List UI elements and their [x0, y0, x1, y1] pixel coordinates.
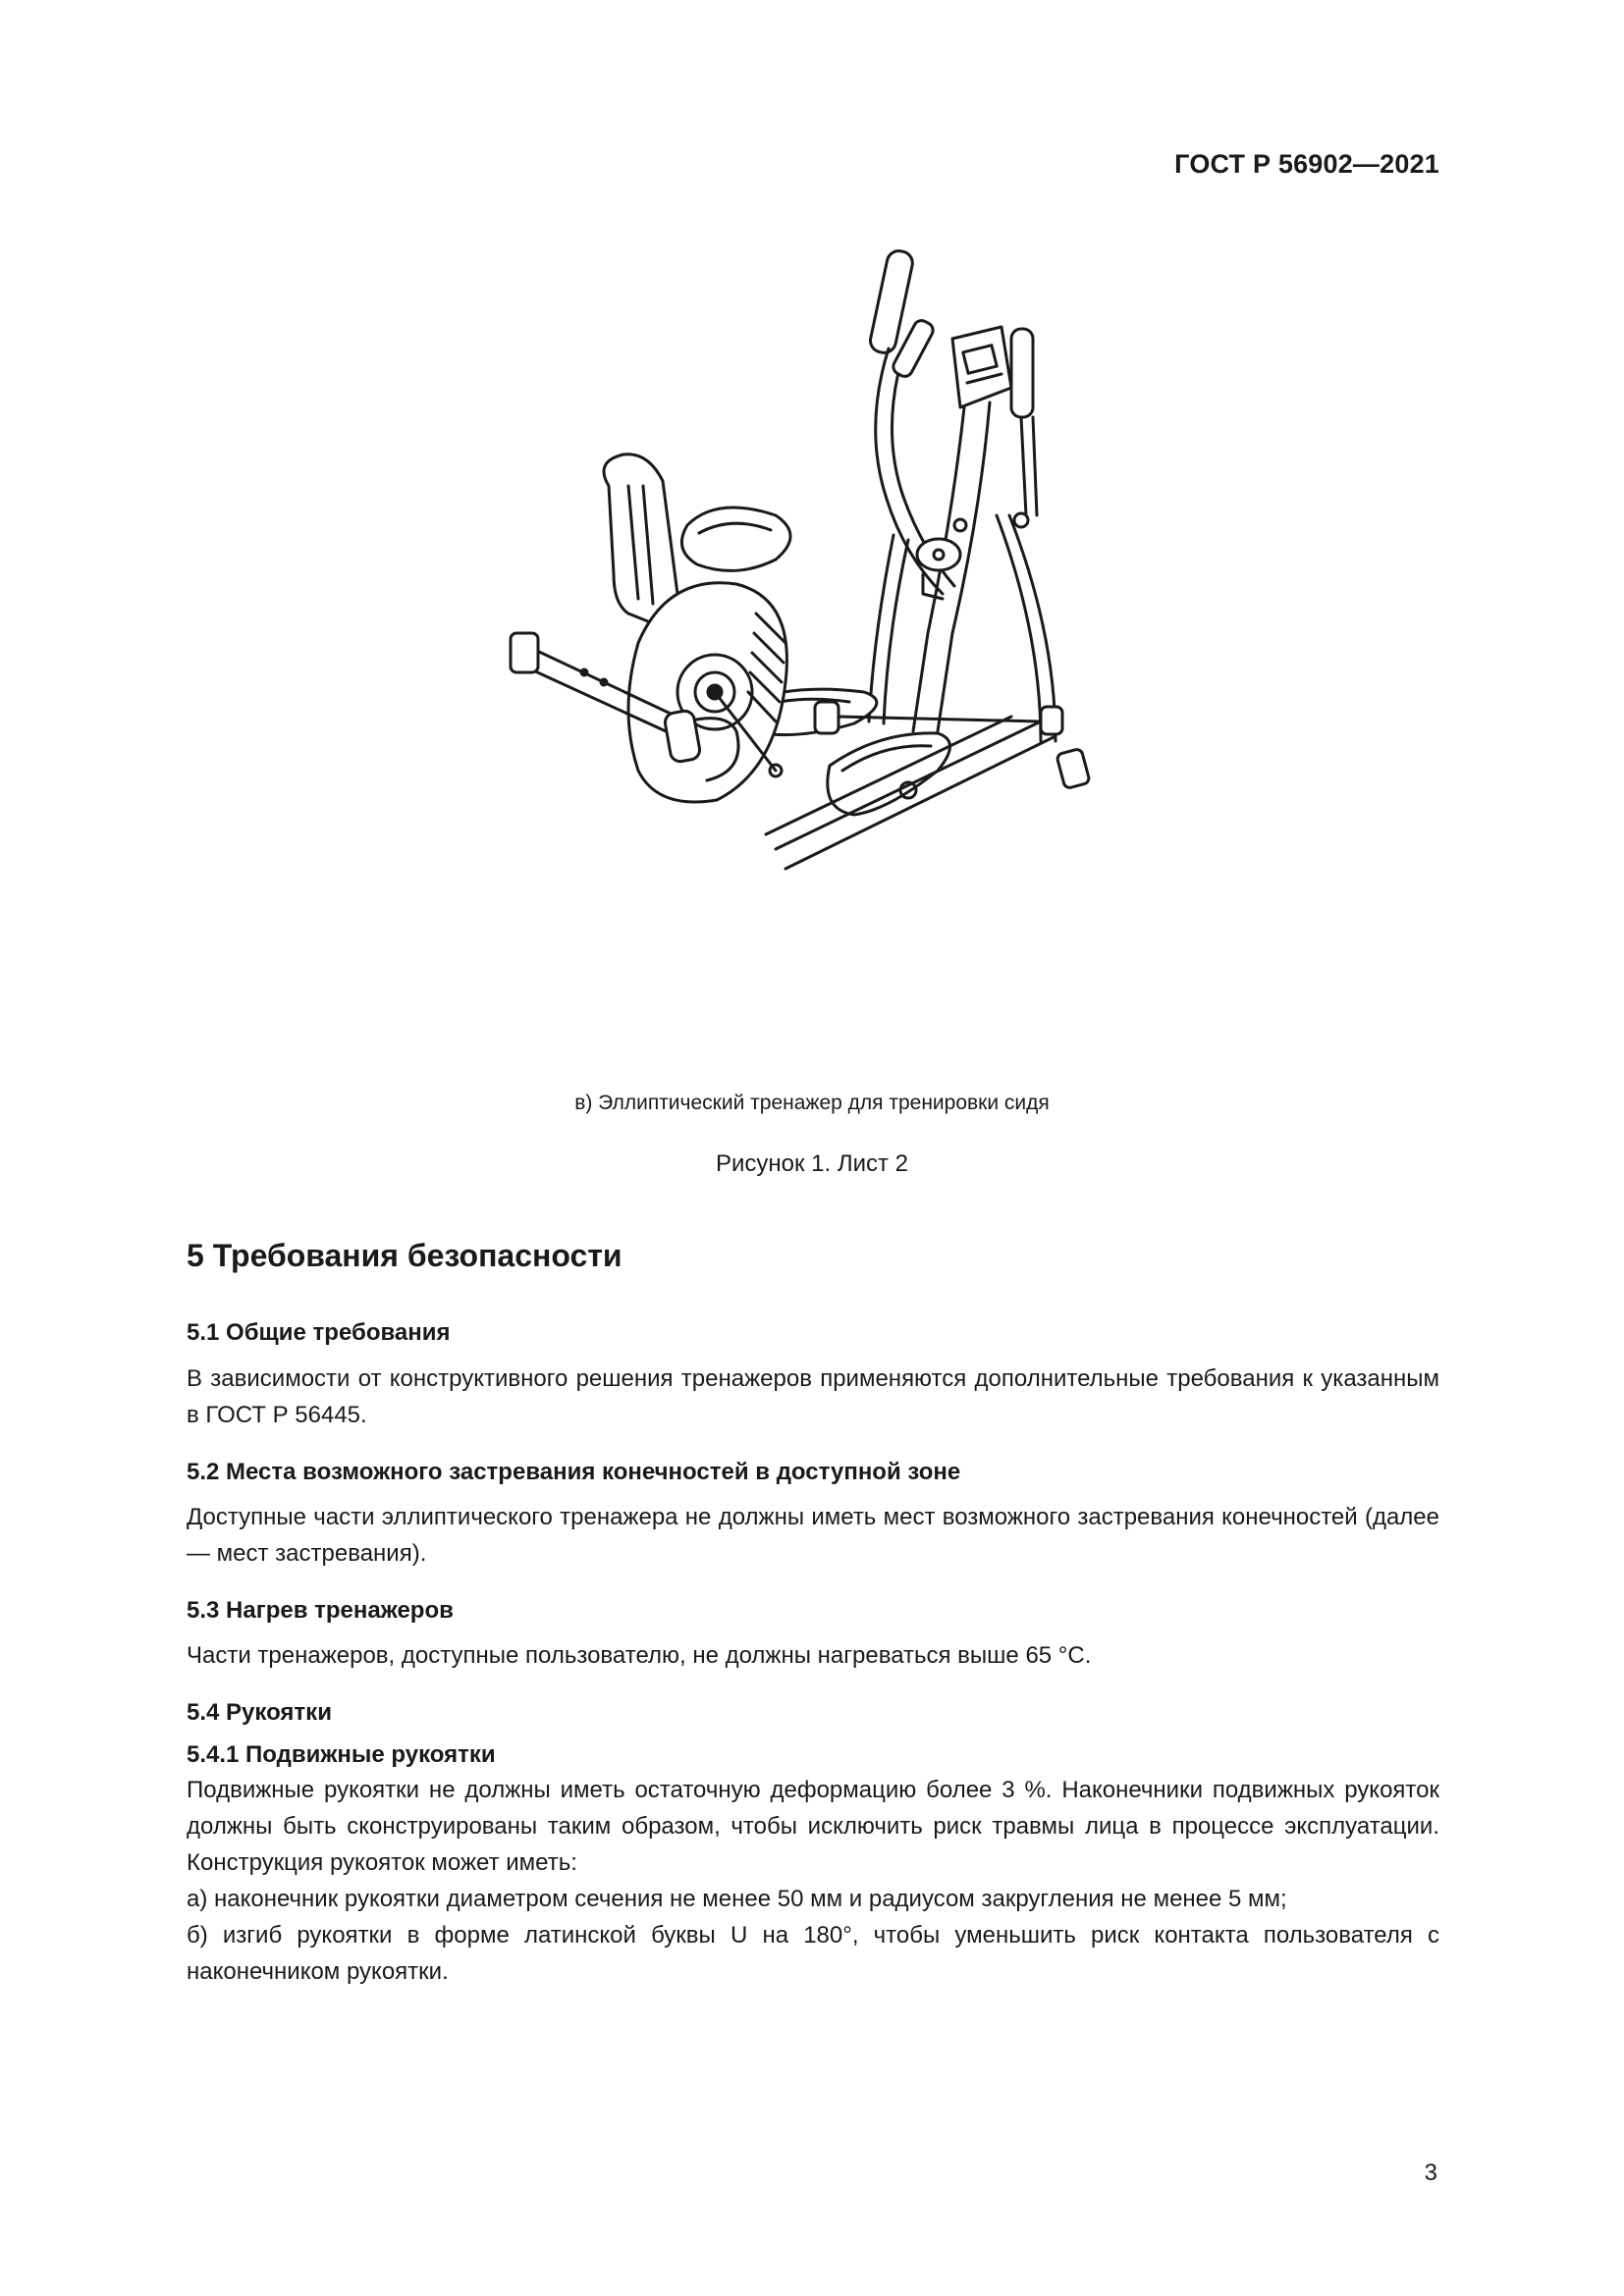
section-5-4-title: 5.4 Рукоятки — [187, 1698, 332, 1726]
page-number: 3 — [1424, 2160, 1437, 2186]
elliptical-trainer-illustration — [491, 221, 1100, 1085]
figure-caption: Рисунок 1. Лист 2 — [715, 1150, 909, 1177]
section-5-2 — [187, 1457, 1439, 1572]
section-5-3-title: 5.3 Нагрев тренажеров — [187, 1596, 454, 1624]
section-5-3-text: Части тренажеров, доступные пользователю, не должны нагреваться выше 65 °C. — [187, 1641, 1092, 1669]
figure-subcaption: в) Эллиптический тренажер для тренировки сидя — [574, 1092, 1050, 1114]
section-5-2-text: Доступные части эллиптического тренажера не должны иметь мест возможного застревания конечностей (далее — мест застревания). — [187, 1503, 1439, 1567]
section-5-2-title: 5.2 Места возможного застревания конечностей в доступной зоне — [187, 1458, 961, 1485]
section-5-title: 5 Требования безопасности — [187, 1238, 623, 1273]
section-5-4 — [187, 1697, 1439, 1990]
section-5-1-text: В зависимости от конструктивного решения тренажеров применяются дополнительные требования к указанным в ГОСТ Р 56445. — [187, 1364, 1439, 1428]
section-5-1-title: 5.1 Общие требования — [187, 1319, 451, 1347]
section-5-1 — [187, 1317, 1439, 1432]
main-content — [187, 1237, 1439, 1990]
list-item-b: б) изгиб рукоятки в форме латинской буквы U на 180°, чтобы уменьшить риск контакта пользователя с наконечником рукоятки. — [187, 1922, 1439, 1986]
standard-code: ГОСТ Р 56902—2021 — [1174, 149, 1439, 179]
section-5-4-1-text: Подвижные рукоятки не должны иметь остаточную деформацию более 3 %. Наконечники подвижных рукояток должны быть сконструированы таким образом, чтобы исключить риск травмы лица в процессе эксплуатации. Конструкция рукояток может иметь: — [187, 1777, 1439, 1877]
section-5-4-1-title: 5.4.1 Подвижные рукоятки — [187, 1741, 496, 1769]
list-item-a: а) наконечник рукоятки диаметром сечения не менее 50 мм и радиусом закругления не менее 5 мм; — [187, 1886, 1287, 1913]
section-5-3 — [187, 1595, 1439, 1674]
